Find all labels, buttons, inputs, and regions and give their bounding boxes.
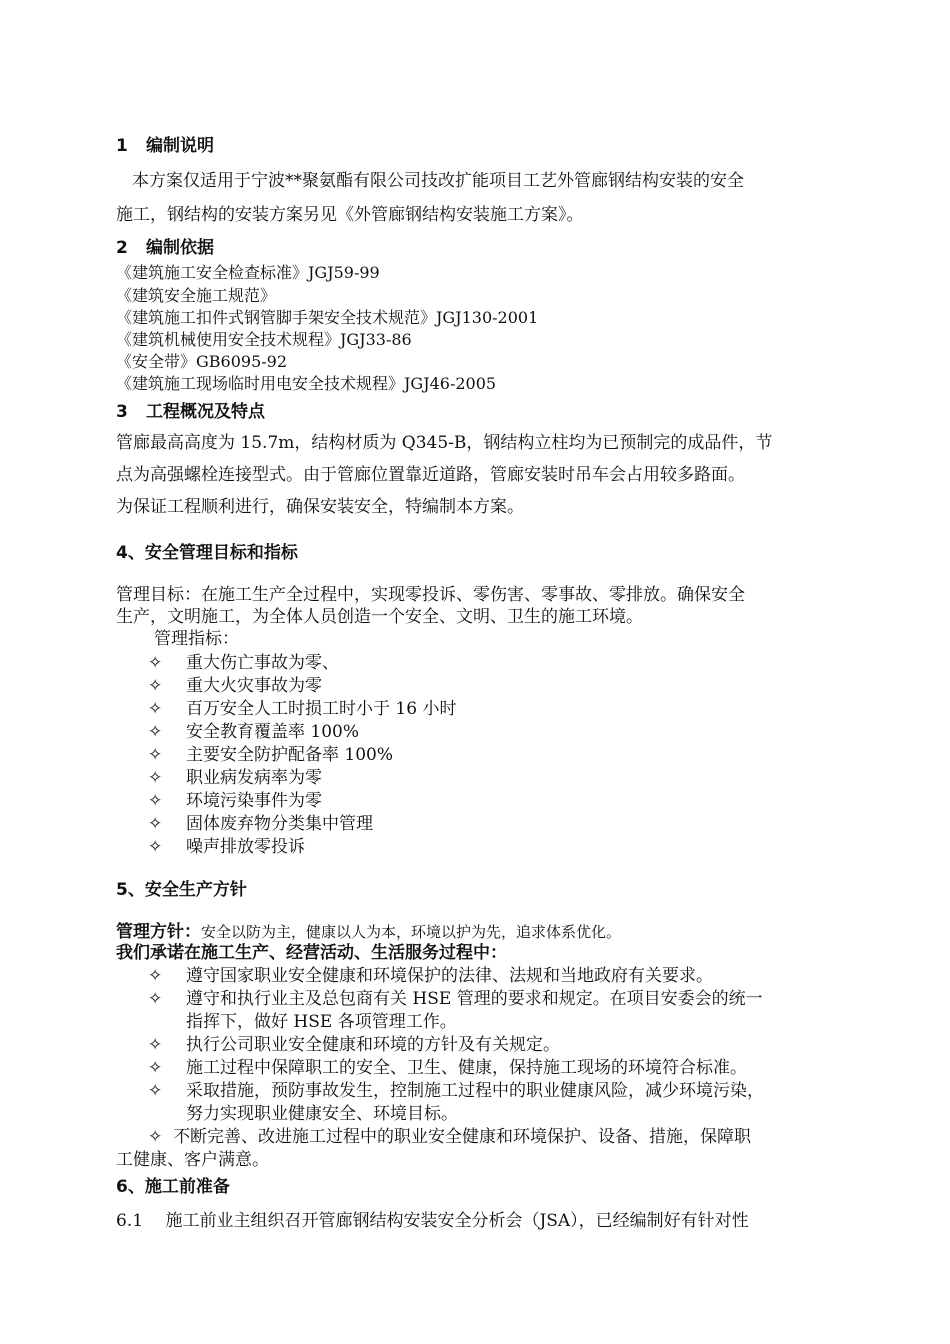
diamond-bullet-icon: ✧ <box>148 1081 163 1101</box>
list-item-text: 遵守国家职业安全健康和环境保护的法律、法规和当地政府有关要求。 <box>186 966 713 986</box>
list-item-text: 指挥下，做好 HSE 各项管理工作。 <box>186 1012 457 1032</box>
list-item-text: 采取措施，预防事故发生，控制施工过程中的职业健康风险，减少环境污染， <box>186 1081 764 1101</box>
section-number: 1 <box>116 136 128 156</box>
section-title: 编制依据 <box>146 238 214 258</box>
reference-item: 《建筑施工扣件式钢管脚手架安全技术规范》JGJ130-2001 <box>116 308 539 327</box>
list-item <box>148 1126 751 1149</box>
diamond-bullet-icon: ✧ <box>148 791 163 811</box>
list-item-text: 不断完善、改进施工过程中的职业安全健康和环境保护、设备、措施，保障职 <box>173 1127 752 1147</box>
reference-item: 《安全带》GB6095-92 <box>116 352 288 371</box>
section-3-heading <box>116 401 265 424</box>
paragraph: 6.1 施工前业主组织召开管廊钢结构安装安全分析会（JSA），已经编制好有针对性 <box>116 1211 749 1231</box>
list-item-text: 噪声排放零投诉 <box>186 837 305 857</box>
list-item-continuation: 工健康、客户满意。 <box>116 1150 269 1170</box>
list-item-text: 重大伤亡事故为零、 <box>186 653 339 673</box>
diamond-bullet-icon: ✧ <box>148 722 163 742</box>
diamond-bullet-icon: ✧ <box>148 676 163 696</box>
indicator-label: 管理指标： <box>154 629 239 649</box>
section-title: 工程概况及特点 <box>146 402 265 422</box>
diamond-bullet-icon: ✧ <box>148 1127 163 1147</box>
list-item-text: 职业病发病率为零 <box>186 768 322 788</box>
list-item-text: 固体废弃物分类集中管理 <box>186 814 373 834</box>
policy-line <box>116 921 621 944</box>
section-number: 3 <box>116 402 128 422</box>
list-item-text: 百万安全人工时损工时小于 16 小时 <box>186 699 457 719</box>
reference-item: 《建筑施工现场临时用电安全技术规程》JGJ46-2005 <box>116 374 497 393</box>
diamond-bullet-icon: ✧ <box>148 966 163 986</box>
section-5-heading: 5、安全生产方针 <box>116 880 247 900</box>
management-goal-line: 生产，文明施工，为全体人员创造一个安全、文明、卫生的施工环境。 <box>116 607 643 627</box>
section-number: 2 <box>116 238 128 258</box>
list-item-text: 执行公司职业安全健康和环境的方针及有关规定。 <box>186 1035 560 1055</box>
diamond-bullet-icon: ✧ <box>148 1058 163 1078</box>
paragraph: 本方案仅适用于宁波**聚氨酯有限公司技改扩能项目工艺外管廊钢结构安装的安全 <box>132 171 744 191</box>
section-2-heading <box>116 237 214 260</box>
paragraph-line: 点为高强螺栓连接型式。由于管廊位置靠近道路，管廊安装时吊车会占用较多路面。 <box>116 465 745 485</box>
paragraph-line: 管廊最高高度为 15.7m，结构材质为 Q345-B，钢结构立柱均为已预制完的成品件，节 <box>116 433 773 453</box>
list-item-text: 遵守和执行业主及总包商有关 HSE 管理的要求和规定。在项目安委会的统一 <box>186 989 763 1009</box>
section-6-heading: 6、施工前准备 <box>116 1177 230 1197</box>
diamond-bullet-icon: ✧ <box>148 814 163 834</box>
list-item-text: 安全教育覆盖率 100% <box>186 722 360 742</box>
list-item-text: 重大火灾事故为零 <box>186 676 322 696</box>
list-item-text: 努力实现职业健康安全、环境目标。 <box>186 1104 458 1124</box>
paragraph-line: 为保证工程顺利进行，确保安装安全，特编制本方案。 <box>116 497 524 517</box>
policy-text: 安全以防为主，健康以人为本，环境以护为先，追求体系优化。 <box>201 923 622 941</box>
list-item-text: 环境污染事件为零 <box>186 791 322 811</box>
diamond-bullet-icon: ✧ <box>148 1035 163 1055</box>
list-item-text: 主要安全防护配备率 100% <box>186 745 394 765</box>
diamond-bullet-icon: ✧ <box>148 768 163 788</box>
paragraph: 施工，钢结构的安装方案另见《外管廊钢结构安装施工方案》。 <box>116 205 584 225</box>
reference-item: 《建筑施工安全检查标准》JGJ59-99 <box>116 263 380 282</box>
section-1-heading <box>116 135 214 158</box>
policy-label: 管理方针： <box>116 922 201 942</box>
diamond-bullet-icon: ✧ <box>148 837 163 857</box>
diamond-bullet-icon: ✧ <box>148 745 163 765</box>
management-goal-line: 管理目标：在施工生产全过程中，实现零投诉、零伤害、零事故、零排放。确保安全 <box>116 585 745 605</box>
list-item-text: 施工过程中保障职工的安全、卫生、健康，保持施工现场的环境符合标准。 <box>186 1058 747 1078</box>
section-4-heading: 4、安全管理目标和指标 <box>116 543 298 563</box>
diamond-bullet-icon: ✧ <box>148 653 163 673</box>
commitment-heading: 我们承诺在施工生产、经营活动、生活服务过程中： <box>116 943 507 963</box>
reference-item: 《建筑安全施工规范》 <box>116 286 277 305</box>
section-title: 编制说明 <box>146 136 214 156</box>
diamond-bullet-icon: ✧ <box>148 989 163 1009</box>
diamond-bullet-icon: ✧ <box>148 699 163 719</box>
reference-item: 《建筑机械使用安全技术规程》JGJ33-86 <box>116 330 412 349</box>
